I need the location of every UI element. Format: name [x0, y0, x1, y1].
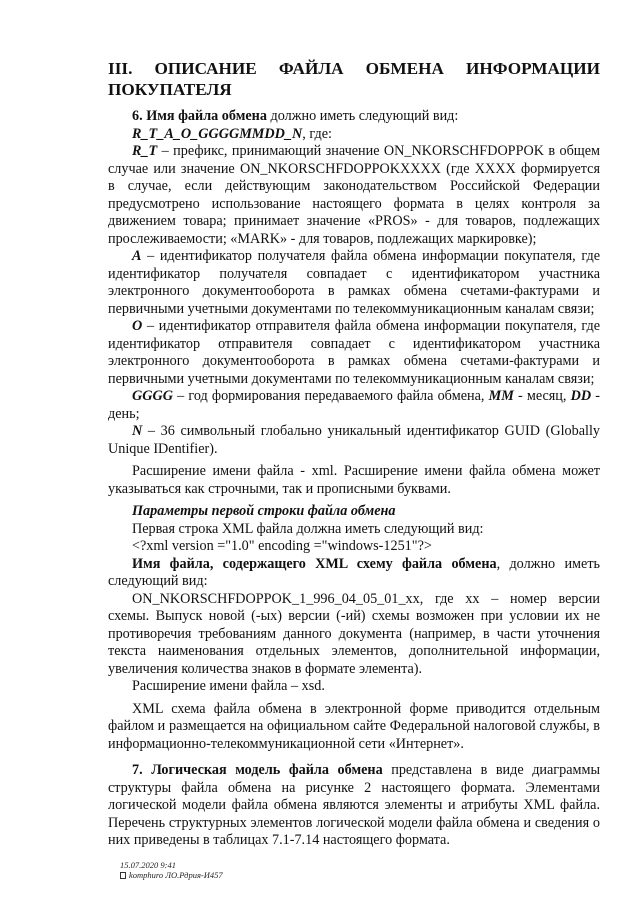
paragraph-schema-version: ON_NKORSCHFDOPPOK_1_996_04_05_01_xx, где хх – номер версии схемы. Выпуск новой (-ых) версии (-ий) схемы возможен при условии их не противоречия требованиям данного документа (например, в части уточнения текста наименования отдельных элементов, дополнительной информации, увеличения количества знаков в формате элемента). [108, 590, 600, 677]
paragraph-text: представлена в виде диаграммы структуры файла обмена на рисунке 2 настоящего формата. Элементами логической модели файла обмена являются элементы и атрибуты XML файла. Перечень структурных элементов логической модели файла обмена и сведения о них приведены в таблицах 7.1-7.14 настоящего формата. [108, 762, 601, 848]
paragraph-xsd: Расширение имени файла – xsd. [132, 678, 325, 694]
heading-word: ОБМЕНА [365, 59, 444, 78]
footer-author: komphuro ЛО.Рдрия-И457 [129, 870, 223, 880]
paragraph-extension: Расширение имени файла - xml. Расширение имени файла обмена может указываться как строчными, так и прописными буквами. [108, 463, 600, 497]
page-footer [120, 860, 223, 880]
paragraph-text: - день; [108, 388, 600, 422]
heading-word: III. [108, 59, 133, 78]
document-body [108, 58, 600, 850]
paragraph-text: , должно иметь следующий вид: [108, 555, 600, 589]
paragraph-text: – идентификатор отправителя файла обмена информации покупателя, где идентификатор отправителя совпадает с идентификатором участника электронного документооборота в рамках обмена счетами-фактурами и первичными учетными документами по телекоммуникационным каналам связи; [108, 318, 600, 387]
term: A [132, 248, 142, 264]
term: R_T [132, 143, 158, 159]
format-code: R_T_A_O_GGGGMMDD_N [132, 125, 303, 142]
paragraph-schema-name [108, 556, 600, 591]
term: N [132, 423, 143, 439]
paragraph-logical-model [108, 762, 600, 850]
paragraph-rt [108, 143, 600, 248]
item-title: 7. Логическая модель файла обмена [132, 762, 383, 778]
heading-word: ФАЙЛА [278, 59, 344, 78]
item-title: 6. Имя файла обмена [132, 108, 267, 124]
paragraph-text: - месяц, [513, 388, 571, 404]
heading-word: ОПИСАНИЕ [154, 59, 257, 78]
document-icon [120, 872, 126, 879]
paragraph-text: , где: [302, 125, 332, 142]
paragraph-n [108, 423, 600, 458]
heading-word: ИНФОРМАЦИИ [465, 59, 600, 78]
paragraph-text: должно иметь следующий вид: [266, 108, 459, 124]
term: GGGG [132, 388, 173, 404]
xml-declaration: <?xml version ="1.0" encoding ="windows-1251"?> [132, 538, 432, 554]
footer-timestamp: 15.07.2020 9:41 [120, 860, 176, 870]
paragraph-o [108, 318, 600, 388]
paragraph-text: – префикс, принимающий значение ON_NKORSCHFDOPPOK в общем случае или значение ON_NKORSCHFDOPPOKXXXX (где XXXX формируется в случае, если действующим законодательством Российской Федерации предусмотрено использование настоящего формата в целях контроля за движением товара; принимает значение «PROS» - для товаров, подлежащих прослеживаемости; «MARK» - для товаров, подлежащих маркировке); [108, 143, 600, 247]
term: O [132, 318, 143, 334]
paragraph-text: – год формирования передаваемого файла обмена, [172, 388, 489, 404]
paragraph-file-name [108, 108, 600, 126]
paragraph-text: – идентификатор получателя файла обмена информации покупателя, где идентификатор получателя совпадает с идентификатором участника электронного документооборота в рамках обмена счетами-фактурами и первичными учетными документами по телекоммуникационным каналам связи; [108, 248, 600, 317]
params-title [108, 503, 600, 521]
schema-title: Имя файла, содержащего XML схему файла обмена [132, 555, 497, 572]
heading-line-2: ПОКУПАТЕЛЯ [108, 80, 232, 99]
paragraph-publish: XML схема файла обмена в электронной форме приводится отдельным файлом и размещается на официальном сайте Федеральной налоговой службы, в информационно-телекоммуникационной сети «Интернет». [108, 700, 600, 752]
paragraph-text: – 36 символьный глобально уникальный идентификатор GUID (Globally Unique IDentifier). [108, 423, 600, 457]
section-heading [108, 58, 600, 100]
paragraph-a [108, 248, 600, 318]
params-title-text: Параметры первой строки файла обмена [132, 503, 396, 519]
term: DD [570, 388, 592, 404]
paragraph-first-line: Первая строка XML файла должна иметь следующий вид: [132, 520, 484, 537]
paragraph-format [108, 126, 600, 144]
paragraph-date [108, 388, 600, 423]
term: MM [488, 388, 514, 404]
